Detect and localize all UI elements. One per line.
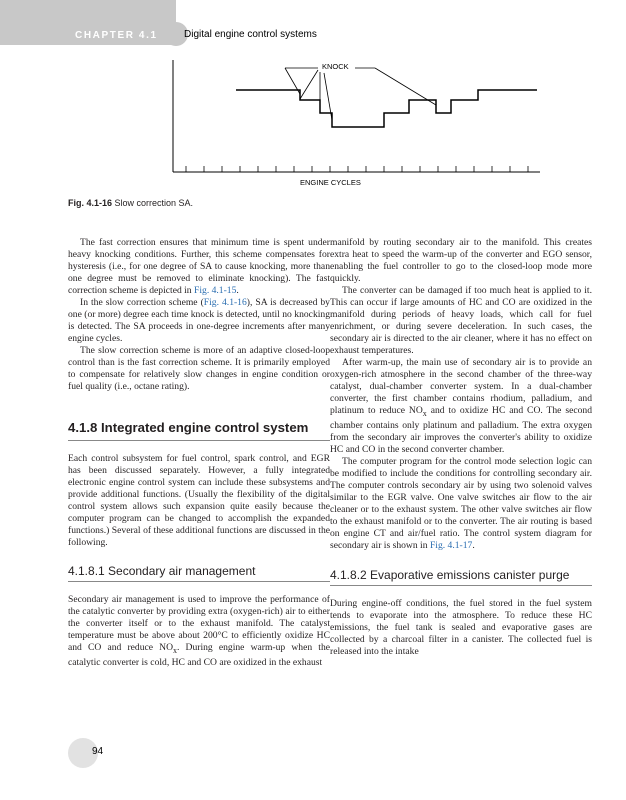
right-column — [330, 237, 592, 658]
figure-reference-link[interactable]: Fig. 4.1-15 — [194, 285, 237, 296]
x-axis-ticks — [186, 166, 528, 172]
figure-caption — [68, 198, 193, 208]
paragraph: During engine-off conditions, the fuel stored in the fuel system tends to evaporate into the atmosphere. To reduce these HC emissions, the fuel tank is sealed and evaporative gases are collected by a charcoal filter in a canister. The collected fuel is released into the intake — [330, 597, 592, 657]
paragraph: The computer program for the control mode selection logic can be modified to include the conditions for controlling secondary air. The computer controls secondary air by using two solenoid valves similar to the EGR valve. One valve switches air flow to the air cleaner or to the exhaust system. The other valve switches air flow to the exhaust manifold or to the converter. The air routing is based on engine CT and air/fuel ratio. The control system diagram for secondary air is shown in Fig. 4.1-17. — [330, 455, 592, 551]
knock-pointers — [285, 68, 436, 120]
figure-reference-link[interactable]: Fig. 4.1-16 — [203, 297, 247, 308]
paragraph: The slow correction scheme is more of an adaptive closed-loop control than is the fast correction scheme. It is primarily employed to compensate for relatively slow changes in engine condition or fuel quality (i.e., octane rating). — [68, 345, 330, 392]
spark-advance-trace — [236, 90, 537, 127]
figure-caption-text: Slow correction SA. — [114, 198, 194, 208]
paragraph: manifold by routing secondary air to the manifold. This creates extra heat to speed the warm-up of the converter and EGO sensor, enabling the fuel controller to go to the closed-loop mode more quickly. — [330, 237, 592, 284]
paragraph: Secondary air management is used to improve the performance of the catalytic converter by providing extra (oxygen-rich) air to either the converter itself or to the exhaust manifold. The catalyst temperature must be above about 200°C to efficiently oxidize HC and CO and reduce $NO_x$. During engine warm-up when the catalytic converter is cold, HC and CO are oxidized in the exhaust — [68, 594, 330, 668]
x-axis-label: ENGINE CYCLES — [300, 178, 361, 187]
section-heading: 4.1.8 Integrated engine control system — [68, 420, 330, 441]
paragraph: After warm-up, the main use of secondary air is to provide an oxygen-rich atmosphere in the second chamber of the three-way catalyst, dual-chamber converter system. In a dual-chamber converter, the first chamber contains rhodium, palladium, and platinum to reduce $NO_x$ and to oxidize HC and CO. The second chamber contains only platinum and palladium. The extra oxygen from the secondary air improves the converter's ability to oxidize HC and CO in the second converter chamber. — [330, 357, 592, 455]
slow-correction-figure — [0, 0, 626, 200]
figure-caption-label: Fig. 4.1-16 — [68, 198, 113, 208]
knock-label: KNOCK — [322, 62, 349, 71]
subsection-heading: 4.1.8.2 Evaporative emissions canister purge — [330, 568, 592, 586]
page-number: 94 — [92, 746, 104, 757]
left-column — [68, 237, 330, 669]
running-title: Digital engine control systems — [184, 29, 317, 40]
chapter-label: CHAPTER 4.1 — [75, 30, 158, 41]
figure-reference-link[interactable]: Fig. 4.1-17 — [429, 539, 473, 551]
paragraph: The fast correction ensures that minimum time is spent under heavy knocking conditions. Further, this scheme compensates for hysteresis (i.e., for one degree of SA to cause knocking, more than one degree must be removed to eliminate knocking). The fast correction scheme is depicted in Fig. 4.1-15. — [68, 237, 330, 296]
paragraph: In the slow correction scheme (Fig. 4.1-16), SA is decreased by one (or more) degree each time knock is detected, until no knocking is detected. The SA proceeds in one-degree increments after many engine cycles. — [68, 297, 330, 344]
paragraph: Each control subsystem for fuel control, spark control, and EGR has been discussed separately. However, a fully integrated electronic engine control system can include these subsystems and provide additional functions. (Usually the flexibility of the digital control system allows such expansion quite easily because the computer program can be changed to accomplish the expanded functions.) Several of these additional functions are discussed in the following. — [68, 453, 330, 548]
subsection-heading: 4.1.8.1 Secondary air management — [68, 564, 330, 582]
paragraph: The converter can be damaged if too much heat is applied to it. This can occur if large amounts of HC and CO are oxidized in the manifold during periods of heavy loads, which call for fuel enrichment, or during severe deceleration. In such cases, the secondary air is directed to the air cleaner, where it has no effect on exhaust temperatures. — [330, 285, 592, 356]
